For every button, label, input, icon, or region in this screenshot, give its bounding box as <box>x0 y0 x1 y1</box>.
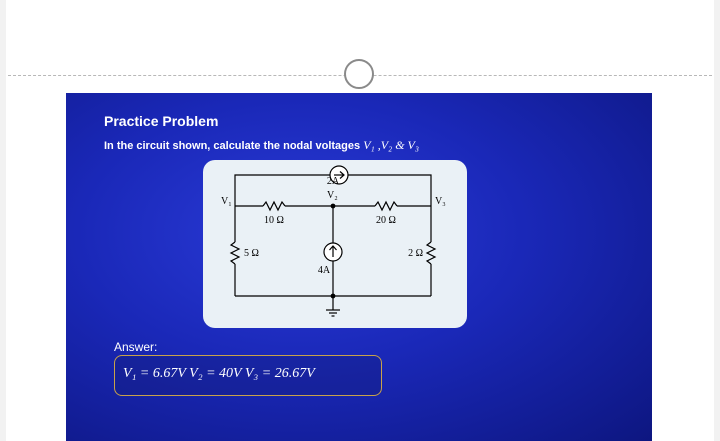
slide-title: Practice Problem <box>104 113 219 129</box>
wire-top-right <box>348 175 431 206</box>
ground-icon <box>326 310 340 316</box>
resistor-20-symbol <box>375 202 397 210</box>
answer-label: Answer: <box>114 340 158 354</box>
node-ground <box>331 294 336 299</box>
wire-top-left <box>235 175 330 206</box>
drag-handle[interactable] <box>344 59 374 89</box>
left-frame-edge <box>0 0 6 441</box>
label-5-ohm: 5 Ω <box>244 248 259 259</box>
label-v3: V₃ <box>435 196 446 207</box>
label-4a: 4A <box>317 265 331 276</box>
question-prefix: In the circuit shown, calculate the nodal voltages <box>104 140 361 152</box>
right-frame-edge <box>714 0 720 441</box>
circuit-svg <box>203 160 467 328</box>
label-20-ohm: 20 Ω <box>376 215 396 226</box>
label-v1: V₁ <box>221 196 232 207</box>
label-v2: V₂ <box>327 190 338 201</box>
circuit-diagram <box>203 160 467 328</box>
answer-box <box>114 355 382 396</box>
question-variables: V₁ ,V₂ & V₃ <box>363 138 420 152</box>
label-2-ohm: 2 Ω <box>408 248 423 259</box>
node-v2 <box>331 204 336 209</box>
label-2a: 2A <box>326 176 340 187</box>
resistor-2-symbol <box>427 242 435 264</box>
resistor-10-symbol <box>263 202 285 210</box>
resistor-5-symbol <box>231 242 239 264</box>
label-10-ohm: 10 Ω <box>264 215 284 226</box>
question-text <box>104 138 419 153</box>
answer-values: V₁ = 6.67V V₂ = 40V V₃ = 26.67V <box>123 366 315 381</box>
slide <box>66 93 652 441</box>
